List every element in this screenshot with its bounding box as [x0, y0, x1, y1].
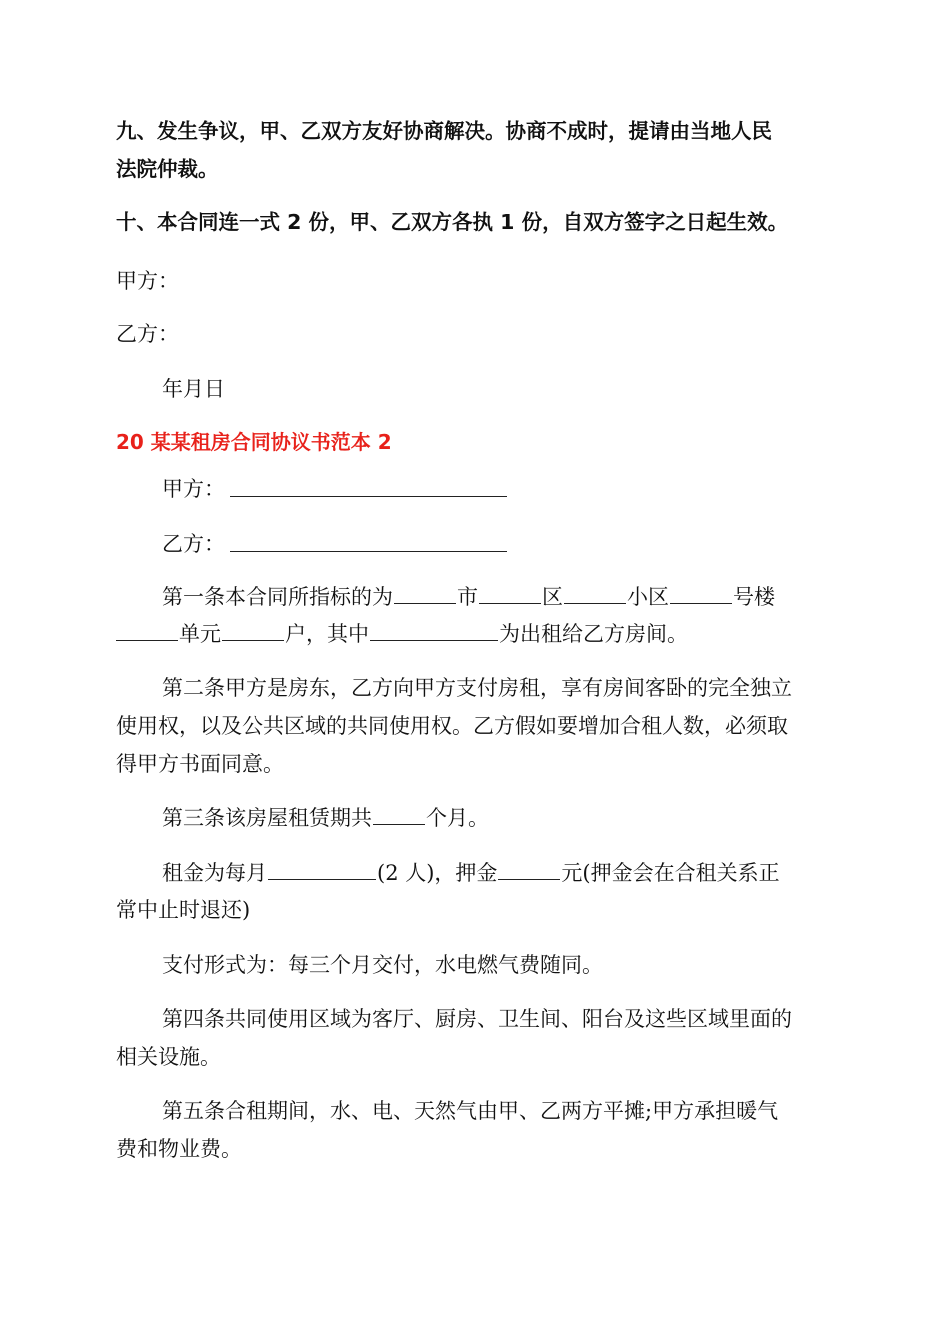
signature-date: 年月日 — [162, 377, 225, 401]
lease-months-blank — [373, 802, 425, 825]
article-4-text-1: 第四条共同使用区域为客厅、厨房、卫生间、阳台及这些区域里面的 — [162, 1007, 792, 1031]
article-3-text-1: 第三条该房屋租赁期共 — [162, 806, 372, 830]
article-1-unit-label: 单元 — [179, 622, 221, 646]
article-2-line-1 — [116, 671, 832, 705]
rent-text-3: 元(押金会在合租关系正 — [561, 861, 780, 885]
article-5-line-1 — [116, 1094, 832, 1128]
article-1-city-label: 市 — [457, 585, 478, 609]
room-blank — [370, 618, 498, 641]
article-2-line-2 — [116, 709, 832, 743]
deposit-blank — [498, 857, 560, 880]
signature-party-a: 甲方： — [116, 269, 179, 293]
party-a-blank-line — [230, 496, 507, 497]
party-b-blank-line — [230, 551, 507, 552]
rent-text-1: 租金为每月 — [162, 861, 267, 885]
article-1-building-label: 号楼 — [733, 585, 775, 609]
article-3-text-2: 个月。 — [426, 806, 489, 830]
article-1-district-label: 区 — [542, 585, 563, 609]
payment-terms — [116, 948, 832, 982]
rent-text-4: 常中止时退还) — [116, 898, 251, 922]
unit-blank — [116, 618, 178, 641]
clause-9 — [116, 114, 832, 148]
article-1-line-1 — [116, 580, 832, 614]
article-1-household-label: 户，其中 — [285, 622, 369, 646]
community-blank — [564, 581, 626, 604]
article-2-line-3 — [116, 747, 832, 781]
article-2-text-3: 得甲方书面同意。 — [116, 752, 284, 776]
clause-9-line-1: 九、发生争议，甲、乙双方友好协商解决。协商不成时，提请由当地人民 — [116, 119, 772, 143]
article-4-line-1 — [116, 1002, 832, 1036]
rent-text-2: (2 人)，押金 — [377, 861, 498, 885]
monthly-rent-blank — [268, 857, 376, 880]
building-blank — [670, 581, 732, 604]
article-1-community-label: 小区 — [627, 585, 669, 609]
district-blank — [479, 581, 541, 604]
clause-9-line-2: 法院仲裁。 — [116, 157, 219, 181]
payment-text: 支付形式为：每三个月交付，水电燃气费随同。 — [162, 953, 603, 977]
city-blank — [394, 581, 456, 604]
article-2-text-1: 第二条甲方是房东，乙方向甲方支付房租，享有房间客卧的完全独立 — [162, 676, 792, 700]
article-1-text-1: 第一条本合同所指标的为 — [162, 585, 393, 609]
party-b-label: 乙方： — [162, 532, 225, 556]
section-heading: 20 某某租房合同协议书范本 2 — [116, 430, 392, 454]
clause-9-cont — [116, 152, 832, 186]
article-2-text-2: 使用权，以及公共区域的共同使用权。乙方假如要增加合租人数，必须取 — [116, 714, 788, 738]
article-5-text-1: 第五条合租期间，水、电、天然气由甲、乙两方平摊;甲方承担暖气 — [162, 1099, 779, 1123]
article-4-line-2 — [116, 1040, 832, 1074]
article-1-line-2 — [116, 617, 832, 651]
party-a-label: 甲方： — [162, 477, 225, 501]
rent-line-1 — [116, 856, 832, 890]
article-5-text-2: 费和物业费。 — [116, 1137, 242, 1161]
clause-10 — [116, 205, 832, 239]
clause-10-text: 十、本合同连一式 2 份，甲、乙双方各执 1 份，自双方签字之日起生效。 — [116, 210, 789, 234]
household-blank — [222, 618, 284, 641]
signature-party-b: 乙方： — [116, 322, 179, 346]
article-1-end-text: 为出租给乙方房间。 — [499, 622, 688, 646]
article-4-text-2: 相关设施。 — [116, 1045, 221, 1069]
article-5-line-2 — [116, 1132, 832, 1166]
rent-line-2 — [116, 893, 832, 927]
article-3 — [116, 801, 832, 835]
